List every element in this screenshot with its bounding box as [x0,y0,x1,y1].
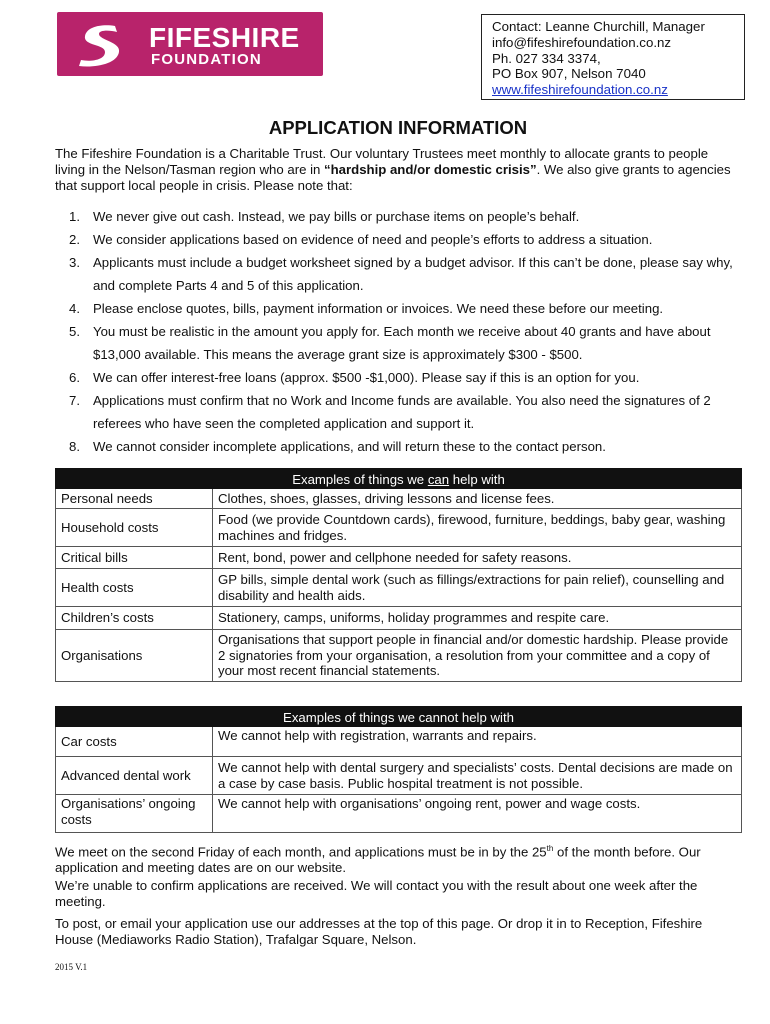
detail-cell: GP bills, simple dental work (such as fillings/extractions for pain relief), counselling and disability and health aids. [213,569,742,607]
can-help-header: Examples of things we can help with [56,469,742,489]
category-cell: Personal needs [56,489,213,509]
detail-cell: We cannot help with registration, warrants and repairs. [213,727,742,757]
category-cell: Advanced dental work [56,757,213,795]
version-label: 2015 V.1 [55,962,88,972]
category-cell: Organisations [56,630,213,682]
contact-box [481,14,745,100]
category-cell: Household costs [56,509,213,547]
table-row [56,489,742,509]
list-item: 8. We cannot consider incomplete applications, and will return these to the contact person. [69,439,606,454]
table-row [56,630,742,682]
detail-cell: Rent, bond, power and cellphone needed for safety reasons. [213,547,742,569]
detail-cell: We cannot help with dental surgery and specialists’ costs. Dental decisions are made on a case by case basis. Public hospital treatment is not possible. [213,757,742,795]
fifeshire-logo [57,12,323,76]
list-item: 6. We can offer interest-free loans (approx. $500 -$1,000). Please say if this is an option for you. [69,370,640,385]
list-item: 2. We consider applications based on evidence of need and people’s efforts to address a situation. [69,232,653,247]
notes-list [55,205,745,458]
list-item: 4. Please enclose quotes, bills, payment information or invoices. We need these before our meeting. [69,301,664,316]
page-title: APPLICATION INFORMATION [268,117,528,138]
category-cell: Organisations’ ongoing costs [56,795,213,833]
detail-cell: Food (we provide Countdown cards), firewood, furniture, beddings, baby gear, washing machines and fridges. [213,509,742,547]
detail-cell: Organisations that support people in financial and/or domestic hardship. Please provide 2 signatories from your organisation, a resolution from your committee and a copy of your most recent financial statements. [213,630,742,682]
cannot-help-header: Examples of things we cannot help with [56,707,742,727]
table-row [56,569,742,607]
detail-cell: Clothes, shoes, glasses, driving lessons and license fees. [213,489,742,509]
list-item: 5. You must be realistic in the amount you apply for. Each month we receive about 40 grants and have about $13,000 available. This means the average grant size is approximately $300 - $500. [69,324,711,362]
submission-paragraph: To post, or email your application use our addresses at the top of this page. Or drop it in to Reception, Fifeshire House (Mediaworks Radio Station), Trafalgar Square, Nelson. [55,916,703,947]
cannot-help-table [55,706,742,833]
list-item: 1. We never give out cash. Instead, we pay bills or purchase items on people’s behalf. [69,209,580,224]
logo-subtitle: FOUNDATION [151,51,262,68]
contact-phone: Ph. 027 334 3374, [492,50,601,66]
category-cell: Critical bills [56,547,213,569]
detail-cell: We cannot help with organisations’ ongoing rent, power and wage costs. [213,795,742,833]
confirmation-paragraph: We’re unable to confirm applications are received. We will contact you with the result about one week after the meeting. [55,878,698,909]
hardship-emphasis: “hardship and/or domestic crisis” [324,162,537,177]
table-row [56,795,742,833]
table-row [56,547,742,569]
can-help-table [55,468,742,682]
category-cell: Health costs [56,569,213,607]
list-item: 7. Applications must confirm that no Work and Income funds are available. You also need the signatures of 2 referees who have seen the completed application and support it. [69,393,711,431]
meeting-paragraph: We meet on the second Friday of each month, and applications must be in by the 25th of the month before. Our application and meeting dates are on our website. [55,844,701,876]
detail-cell: Stationery, camps, uniforms, holiday programmes and respite care. [213,607,742,630]
table-row [56,509,742,547]
table-row [56,757,742,795]
table-row [56,607,742,630]
intro-paragraph: The Fifeshire Foundation is a Charitable Trust. Our voluntary Trustees meet monthly to allocate grants to people living in the Nelson/Tasman region who are in “hardship and/or domestic crisis”. We also give grants to agencies that support local people in crisis. Please note that: [55,146,731,193]
contact-po-box: PO Box 907, Nelson 7040 [492,66,646,82]
website-link[interactable]: www.fifeshirefoundation.co.nz [492,82,668,98]
logo-name: FIFESHIRE [149,22,300,53]
contact-manager: Contact: Leanne Churchill, Manager [492,19,705,34]
category-cell: Car costs [56,727,213,757]
category-cell: Children’s costs [56,607,213,630]
table-row [56,727,742,757]
contact-email: info@fifeshirefoundation.co.nz [492,34,672,50]
list-item: 3. Applicants must include a budget worksheet signed by a budget advisor. If this can’t be done, please say why, and complete Parts 4 and 5 of this application. [69,255,733,293]
fifeshire-s-icon [75,22,135,68]
